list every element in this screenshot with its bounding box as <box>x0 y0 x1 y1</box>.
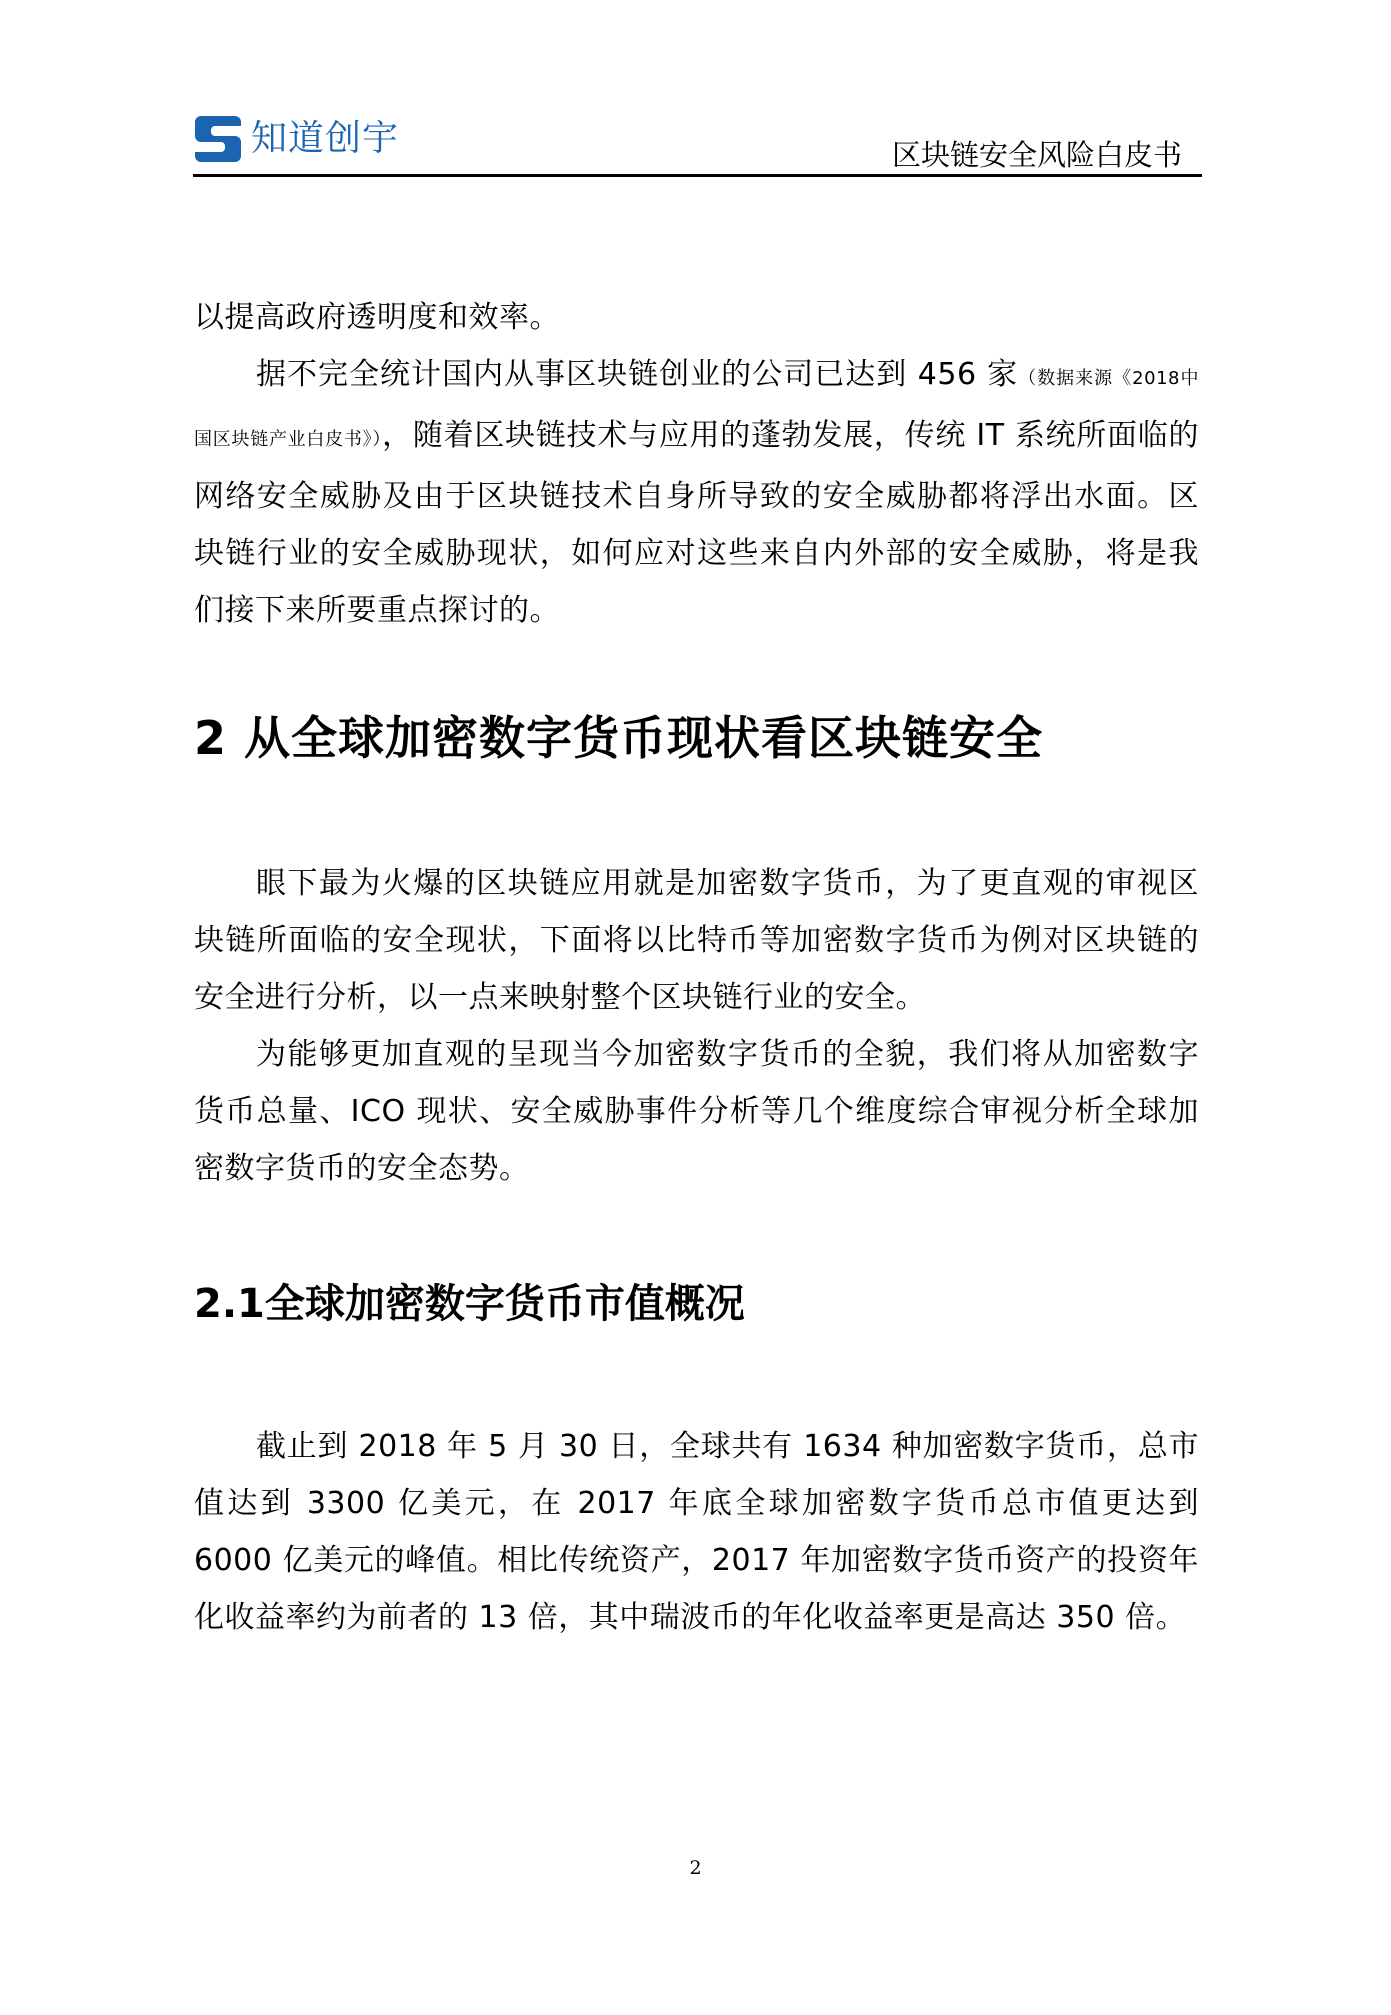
section-2 <box>194 708 1199 768</box>
carryover-paragraph: 以提高政府透明度和效率。 <box>194 300 560 335</box>
brand-name: 知道创宇 <box>251 118 400 159</box>
document-title: 区块链安全风险白皮书 <box>891 138 1182 172</box>
section-heading: 2 从全球加密数字货币现状看区块链安全 <box>194 711 1044 765</box>
section-2-1-body <box>194 1418 1199 1646</box>
page-header <box>193 108 1202 178</box>
section-2-1 <box>194 1276 1199 1332</box>
subsection-heading: 2.1全球加密数字货币市值概况 <box>194 1281 745 1327</box>
paragraph-text: ，随着区块链技术与应用的蓬勃发展，传统 IT 系统所面临的网络安全威胁及由于区块链技术自身所导致的安全威胁都将浮出水面。区块链行业的安全威胁现状，如何应对这些来自内外部的安全威胁，将是我们接下来所要重点探讨的。 <box>194 418 1200 628</box>
body-paragraph: 为能够更加直观的呈现当今加密数字货币的全貌，我们将从加密数字货币总量、ICO 现状、安全威胁事件分析等几个维度综合审视分析全球加密数字货币的安全态势。 <box>194 1037 1199 1186</box>
page-number: 2 <box>689 1857 702 1879</box>
startup-stats-paragraph <box>194 346 1199 639</box>
paragraph-text: 据不完全统计国内从事区块链创业的公司已达到 456 家 <box>256 357 1019 392</box>
intro-section <box>194 289 1199 639</box>
knownsec-s-logo-icon <box>193 114 243 164</box>
source-citation: （数据来源《2018中国区块链产业白皮书》） <box>194 368 1199 450</box>
body-paragraph: 眼下最为火爆的区块链应用就是加密数字货币，为了更直观的审视区块链所面临的安全现状，下面将以比特币等加密数字货币为例对区块链的安全进行分析，以一点来映射整个区块链行业的安全。 <box>194 866 1199 1015</box>
body-paragraph: 截止到 2018 年 5 月 30 日，全球共有 1634 种加密数字货币，总市值达到 3300 亿美元，在 2017 年底全球加密数字货币总市值更达到 6000 亿美元的峰值。相比传统资产，2017 年加密数字货币资产的投资年化收益率约为前者的 13 倍，其中瑞波币的年化收益率更是高达 350 倍。 <box>194 1429 1199 1635</box>
header-divider <box>193 174 1202 177</box>
section-2-body <box>194 855 1199 1197</box>
